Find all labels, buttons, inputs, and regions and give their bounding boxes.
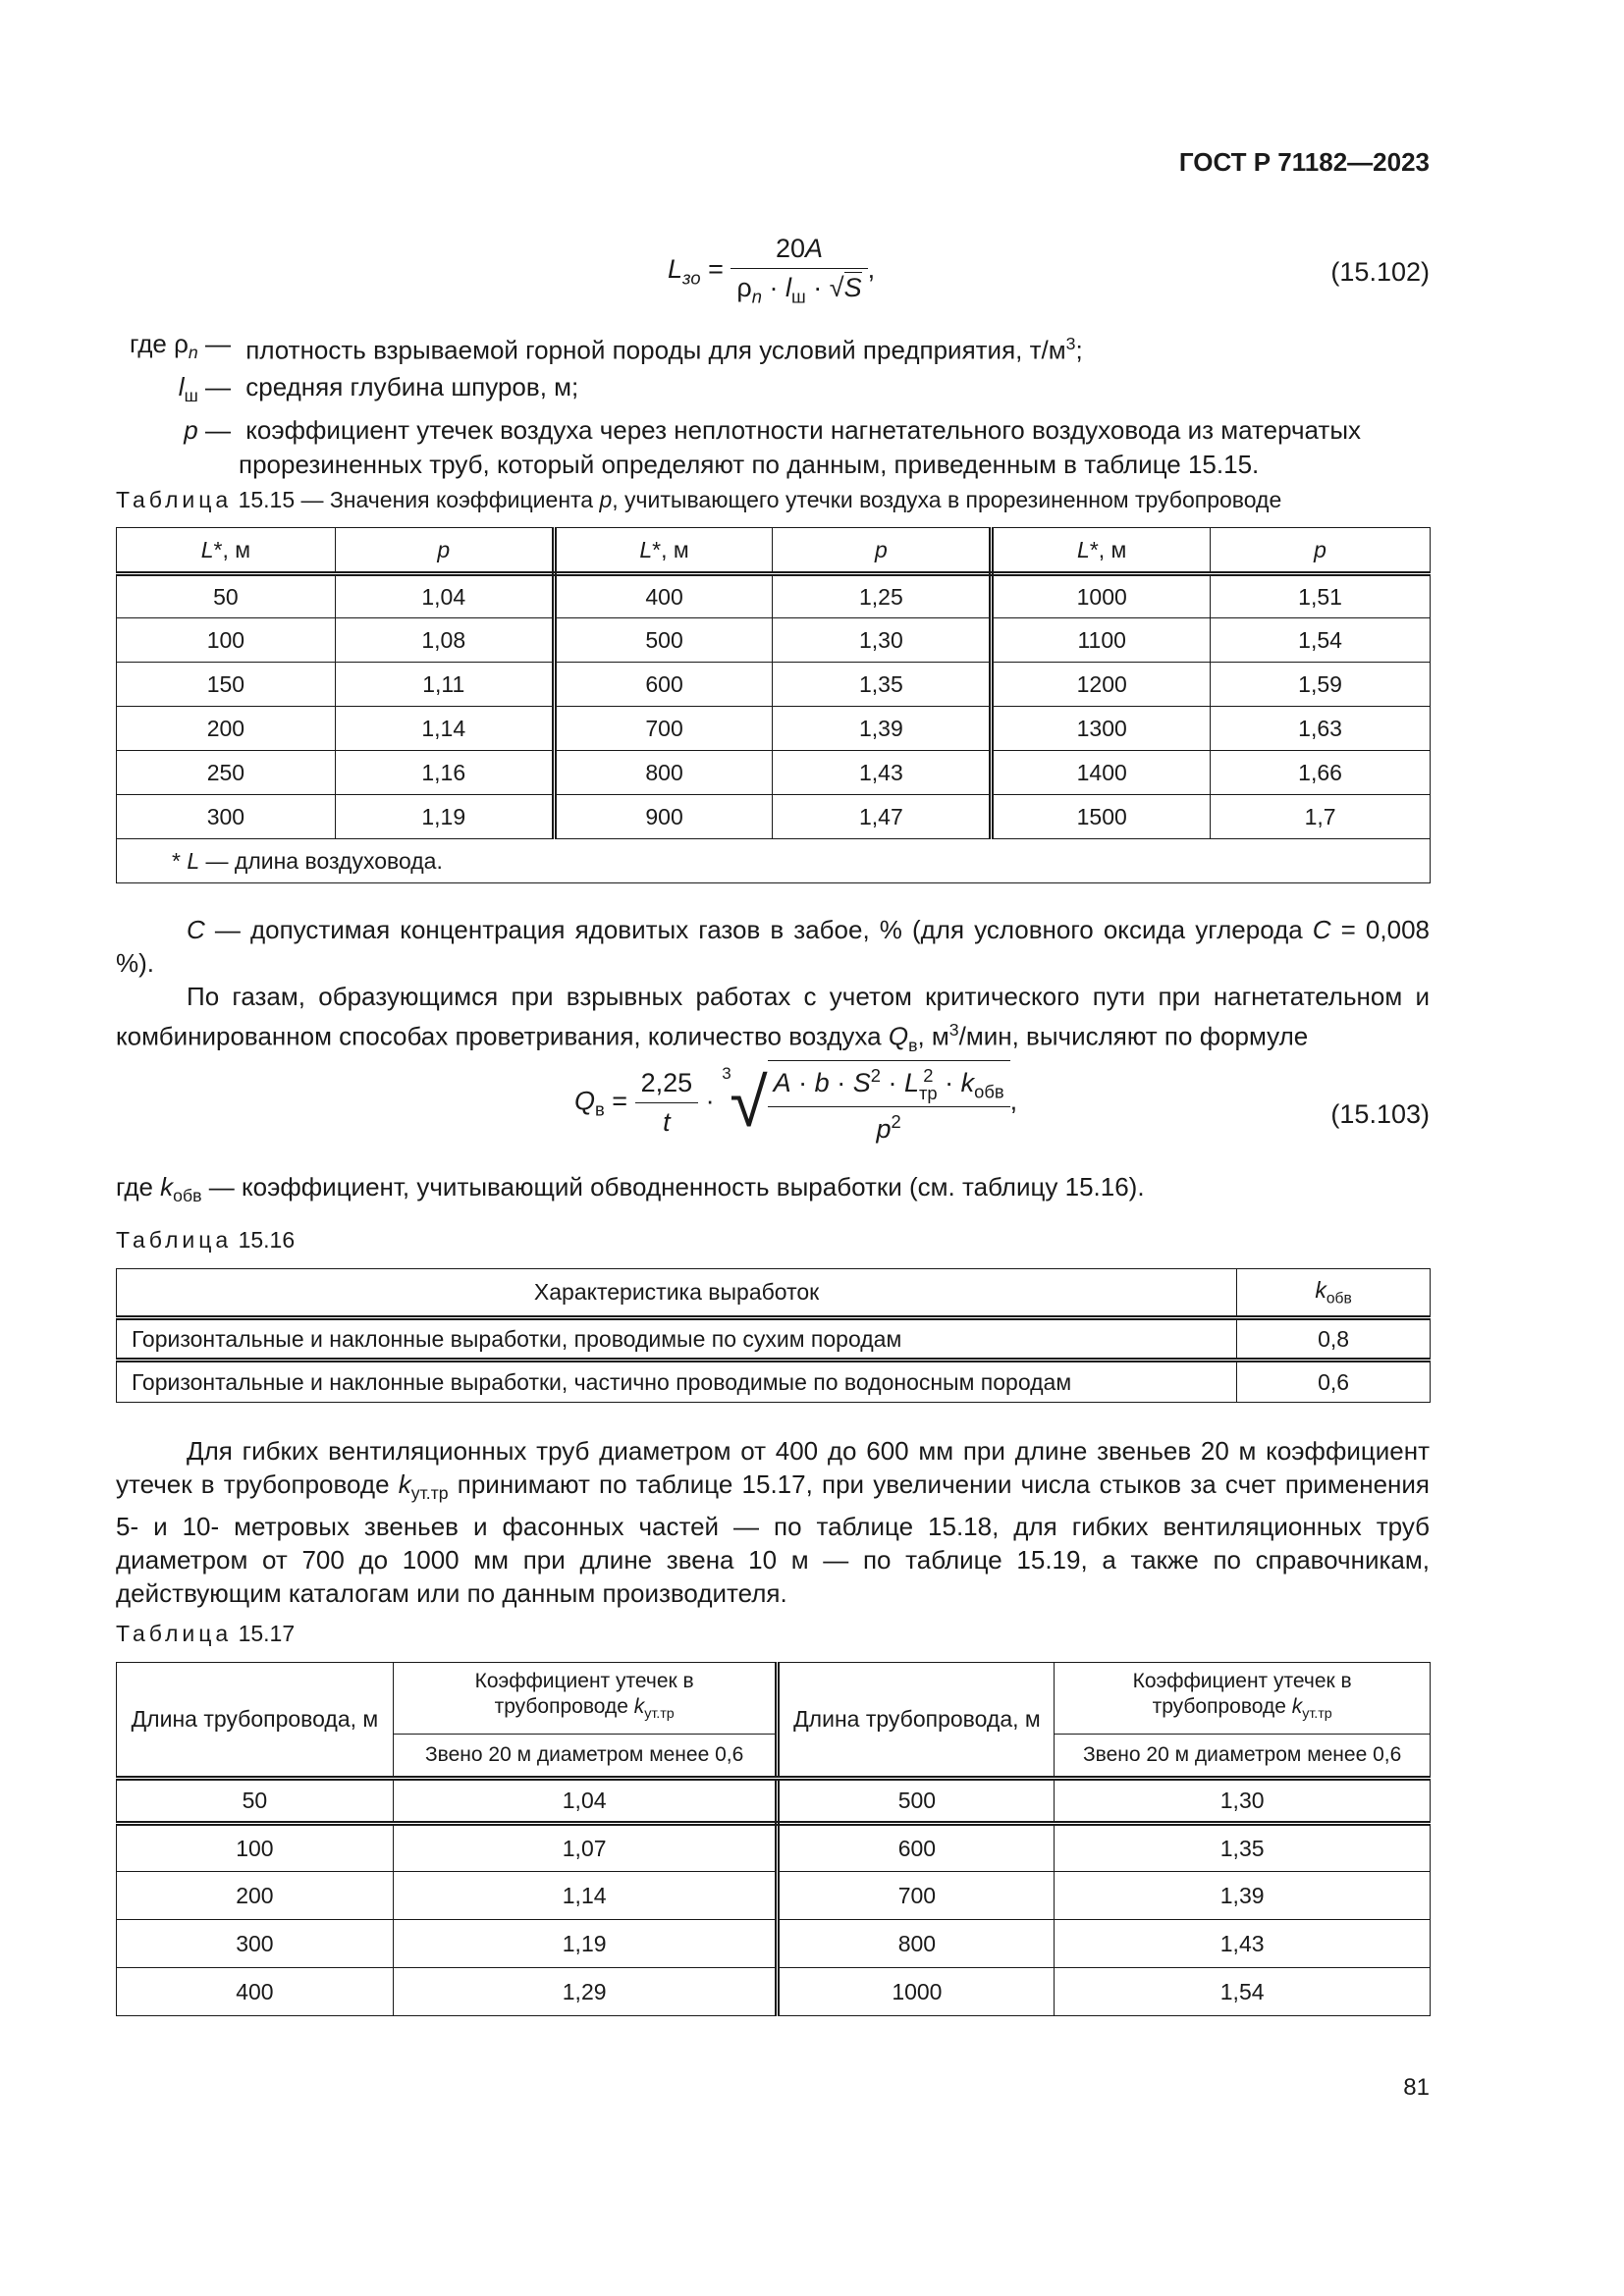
col-header-l: L*, м xyxy=(554,528,773,574)
where-list xyxy=(116,327,1430,482)
cell: 1,14 xyxy=(393,1872,778,1920)
formula-fraction xyxy=(731,234,867,307)
cell: 1,16 xyxy=(335,751,554,795)
formula-lhs: $L_{зо}$ xyxy=(668,253,701,289)
table-row xyxy=(117,1920,1431,1968)
col-subheader-link: Звено 20 м диаметром менее 0,6 xyxy=(1055,1735,1431,1779)
cell: 1,25 xyxy=(773,574,992,618)
cell: 400 xyxy=(554,574,773,618)
cell: 1,43 xyxy=(773,751,992,795)
where-item-rho: где $\rho_n$ — плотность взрываемой горной породы для условий предприятия, $т/м^3$; xyxy=(129,329,1083,365)
col-header-p: p xyxy=(1211,528,1431,574)
cell: 200 xyxy=(117,707,336,751)
col-header-l: L*, м xyxy=(117,528,336,574)
table-15-15 xyxy=(116,527,1431,883)
col-header-coef: Коэффициент утечек в трубопроводе $k_{ут.тр}$ xyxy=(393,1663,778,1735)
sqrt-sign-icon: √ xyxy=(829,273,844,302)
table-15-17-caption: Таблица 15.17 xyxy=(116,1621,296,1646)
cell: 700 xyxy=(554,707,773,751)
cell: 1200 xyxy=(992,663,1211,707)
formula-fraction-coef: $\frac{2,25}{t}$ xyxy=(635,1068,699,1138)
col-header-length: Длина трубопровода, м xyxy=(778,1663,1055,1779)
cell: 1,35 xyxy=(773,663,992,707)
cell: 1,07 xyxy=(393,1824,778,1872)
paragraph-c-definition: C — допустимая концентрация ядовитых газов в забое, % (для условного оксида углерода C = 0,008 %). xyxy=(116,915,1430,978)
cell: 800 xyxy=(778,1920,1055,1968)
cell: 1,30 xyxy=(1055,1779,1431,1824)
cell: 1,39 xyxy=(773,707,992,751)
cell: 1300 xyxy=(992,707,1211,751)
table-row xyxy=(117,618,1431,663)
cell: 1,63 xyxy=(1211,707,1431,751)
paragraph-flexible-pipes: Для гибких вентиляционных труб диаметром от 400 до 600 мм при длине звеньев 20 м коэффициент утечек в трубопроводе $k_{ут.тр}$ принимают по таблице 15.17, при увеличении числа стыков за счет применения 5- и 10- метровых звеньев и фасонных частей — по таблице 15.18, для гибких вентиляционных труб диаметром от 700 до 1000 мм при длине звена 10 м — по таблице 15.19, а также по справочникам, действующим каталогам или по данным производителя. xyxy=(116,1436,1430,1609)
formula-equals: = xyxy=(708,253,724,284)
cell: 1,04 xyxy=(393,1779,778,1824)
where-item-l: $l_ш$ — средняя глубина шпуров, м; xyxy=(178,372,579,406)
table-row xyxy=(117,751,1431,795)
table-15-17 xyxy=(116,1662,1431,2016)
col-subheader-link: Звено 20 м диаметром менее 0,6 xyxy=(393,1735,778,1779)
table-row xyxy=(117,1872,1431,1920)
table-row xyxy=(117,574,1431,618)
page-number: 81 xyxy=(1403,2074,1430,2101)
cell: 1500 xyxy=(992,795,1211,839)
table-15-16-caption: Таблица 15.16 xyxy=(116,1227,296,1253)
cell: 1,39 xyxy=(1055,1872,1431,1920)
cell: 1,30 xyxy=(773,618,992,663)
cell: 1,19 xyxy=(393,1920,778,1968)
cell: 0,8 xyxy=(1237,1318,1431,1361)
radicand: $A \cdot b \cdot S^2 \cdot L$ 2 тр · $k_{обв}$ $p^2$ xyxy=(768,1060,1010,1145)
paragraph-gas-air: По газам, образующимся при взрывных работах с учетом критического пути при нагнетательном и комбинированном способах проветривания, количество воздуха $Q_в$, $м^3$/мин, вычисляют по формуле xyxy=(116,982,1430,1055)
cell: 1,47 xyxy=(773,795,992,839)
table-row xyxy=(117,1361,1431,1403)
col-header-characteristic: Характеристика выработок xyxy=(117,1269,1237,1318)
col-header-l: L*, м xyxy=(992,528,1211,574)
cell: Горизонтальные и наклонные выработки, проводимые по сухим породам xyxy=(117,1318,1237,1361)
cell: 1,08 xyxy=(335,618,554,663)
equation-number-15-102: (15.102) xyxy=(1330,257,1430,287)
cell: 1000 xyxy=(778,1968,1055,2016)
col-header-length: Длина трубопровода, м xyxy=(117,1663,394,1779)
table-row xyxy=(117,1779,1431,1824)
formula-15-102: $L_{зо}$ = $\frac{20A}{\rho_n \cdot l_ш \cdot √S}$ , xyxy=(668,234,876,307)
root-sign-icon: √ xyxy=(730,1064,768,1142)
table-15-16 xyxy=(116,1268,1431,1403)
equation-number-15-103: (15.103) xyxy=(1330,1099,1430,1129)
where-k-obv: где $k_{обв}$ — коэффициент, учитывающий обводненность выработки (см. таблицу 15.16). xyxy=(116,1172,1145,1206)
cell: 0,6 xyxy=(1237,1361,1431,1403)
cell: 400 xyxy=(117,1968,394,2016)
cell: 250 xyxy=(117,751,336,795)
cell: 1,66 xyxy=(1211,751,1431,795)
cell: 1,04 xyxy=(335,574,554,618)
where-item-p: p — коэффициент утечек воздуха через неплотности нагнетательного воздуховода из матерчатых прорезиненных труб, который определяют по данным, приведенным в таблице 15.15. xyxy=(184,415,1362,480)
cell: 500 xyxy=(554,618,773,663)
cell: 300 xyxy=(117,795,336,839)
cell: 1,35 xyxy=(1055,1824,1431,1872)
table-row xyxy=(117,1318,1431,1361)
cell: 1,29 xyxy=(393,1968,778,2016)
table-row xyxy=(117,663,1431,707)
table-header-row xyxy=(117,1269,1431,1318)
table-row xyxy=(117,1968,1431,2016)
table-header-row xyxy=(117,528,1431,574)
col-header-p: p xyxy=(335,528,554,574)
cell: 500 xyxy=(778,1779,1055,1824)
cell: 1,11 xyxy=(335,663,554,707)
cell: 600 xyxy=(778,1824,1055,1872)
cell: 100 xyxy=(117,1824,394,1872)
cube-root: 3 √ $A \cdot b \cdot S^2 \cdot L$ 2 тр · $k_{обв}$ $p^2$ xyxy=(722,1060,1009,1145)
col-header-coef: Коэффициент утечек в трубопроводе $k_{ут.тр}$ xyxy=(1055,1663,1431,1735)
table-15-15-caption: Таблица 15.15 — Значения коэффициента p, учитывающего утечки воздуха в прорезиненном трубопроводе xyxy=(116,487,1282,512)
cell: 50 xyxy=(117,1779,394,1824)
cell: 1,14 xyxy=(335,707,554,751)
cell: 1,54 xyxy=(1055,1968,1431,2016)
cell: 1,54 xyxy=(1211,618,1431,663)
table-row xyxy=(117,707,1431,751)
cell: 900 xyxy=(554,795,773,839)
cell: 800 xyxy=(554,751,773,795)
cell: 1,59 xyxy=(1211,663,1431,707)
cell: 700 xyxy=(778,1872,1055,1920)
table-row xyxy=(117,795,1431,839)
table-note-row xyxy=(117,839,1431,883)
table-header-row xyxy=(117,1663,1431,1735)
cell: 100 xyxy=(117,618,336,663)
formula-15-103: $Q_в$ = $\frac{2,25}{t}$ · 3 √ $A \cdot b \cdot S^2 \cdot L$ 2 тр · $k_{обв}$ $p^2$ , xyxy=(574,1060,1017,1145)
cell: 1400 xyxy=(992,751,1211,795)
cell: 1,7 xyxy=(1211,795,1431,839)
cell: 300 xyxy=(117,1920,394,1968)
document-code: ГОСТ Р 71182—2023 xyxy=(1178,147,1430,177)
formula-denominator: $\rho_n \cdot l_ш \cdot √S$ xyxy=(736,273,862,307)
table-row xyxy=(117,1824,1431,1872)
cell: 600 xyxy=(554,663,773,707)
table-note: * L — длина воздуховода. xyxy=(117,839,1431,883)
formula-numerator: 20A xyxy=(731,234,867,269)
cell: 1000 xyxy=(992,574,1211,618)
cell: 200 xyxy=(117,1872,394,1920)
col-header-k-obv: $k_{обв}$ xyxy=(1237,1269,1431,1318)
cell: 1,43 xyxy=(1055,1920,1431,1968)
cell: 1,19 xyxy=(335,795,554,839)
cell: 150 xyxy=(117,663,336,707)
cell: 1100 xyxy=(992,618,1211,663)
col-header-p: p xyxy=(773,528,992,574)
cell: 1,51 xyxy=(1211,574,1431,618)
cell: Горизонтальные и наклонные выработки, частично проводимые по водоносным породам xyxy=(117,1361,1237,1403)
cell: 50 xyxy=(117,574,336,618)
